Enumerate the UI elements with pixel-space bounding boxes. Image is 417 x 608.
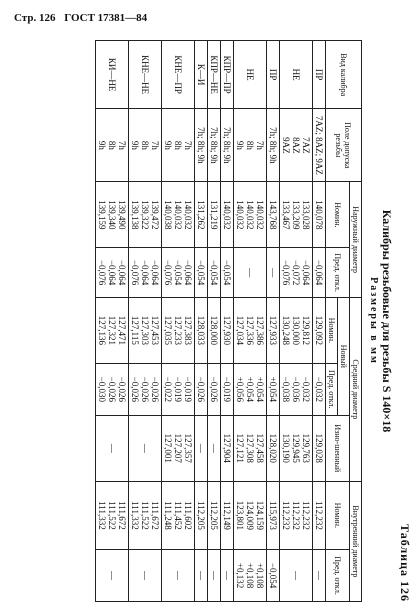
- inner-deviation-value: —: [173, 571, 183, 581]
- tolerance-field-cell: [129, 109, 162, 182]
- gauge-kind-cell: НЕ: [280, 41, 313, 109]
- tolerance-field-value: 9h: [235, 140, 245, 150]
- inner-nominal-value: 124,009: [245, 500, 255, 531]
- tolerance-field-value: 8AZ: [291, 137, 301, 154]
- middle-worn-cell: [96, 415, 129, 481]
- outer-nominal-value: 140,032: [255, 200, 265, 230]
- outer-nominal-value: 140,038: [163, 200, 173, 230]
- middle-deviation-value: −0,032: [314, 376, 324, 402]
- inner-nominal-value: 111,248: [163, 501, 173, 530]
- middle-nominal-value: 129,812: [301, 315, 311, 345]
- inner-nominal-cell: [162, 481, 195, 549]
- tolerance-field-value: 9h: [163, 140, 173, 150]
- outer-deviation-value: −0,054: [173, 259, 183, 286]
- middle-nominal-value: 127,933: [268, 315, 278, 345]
- middle-nominal-value: 129,092: [314, 315, 324, 345]
- outer-nominal-value: 139,138: [130, 200, 140, 230]
- inner-nominal-value: 115,973: [268, 500, 278, 530]
- inner-deviation-cell: [162, 550, 195, 602]
- outer-nominal-cell: [221, 182, 234, 248]
- middle-nominal-value: 128,000: [209, 315, 219, 345]
- tolerance-field-value: 7h; 8h; 9h: [196, 127, 206, 164]
- middle-worn-cell: [280, 415, 313, 481]
- inner-deviation-cell: [313, 550, 326, 602]
- gauge-kind-cell: КНЕ—НЕ: [129, 41, 162, 109]
- middle-nominal-value: 127,034: [235, 315, 245, 345]
- middle-worn-value: 129,945: [291, 433, 301, 463]
- inner-nominal-value: 111,522: [140, 501, 150, 530]
- middle-nominal-cell: [313, 297, 326, 363]
- table-row: [221, 41, 234, 602]
- middle-deviation-value: −0,026: [140, 376, 150, 402]
- tolerance-field-value: 8h: [173, 140, 183, 150]
- table-row: [267, 41, 280, 602]
- tolerance-field-cell: [195, 109, 208, 182]
- outer-deviation-cell: [221, 248, 234, 298]
- inner-deviation-value: —: [196, 571, 206, 581]
- inner-deviation-value: —: [314, 571, 324, 581]
- middle-nominal-value: 127,453: [150, 315, 160, 345]
- middle-deviation-value: −0,022: [163, 376, 173, 402]
- outer-deviation-value: −0,054: [196, 259, 206, 286]
- middle-nominal-cell: [208, 297, 221, 363]
- outer-deviation-value: −0,076: [97, 259, 107, 286]
- middle-nominal-value: 127,035: [163, 315, 173, 345]
- outer-deviation-value: —: [268, 268, 278, 278]
- outer-nominal-value: 139,159: [97, 200, 107, 230]
- inner-nominal-value: 111,672: [117, 501, 127, 530]
- inner-nominal-cell: [267, 481, 280, 549]
- middle-worn-cell: [162, 415, 195, 481]
- outer-deviation-value: −0,054: [209, 259, 219, 286]
- middle-worn-value: 127,904: [222, 433, 232, 463]
- middle-worn-cell: [129, 415, 162, 481]
- outer-deviation-cell: [280, 248, 313, 298]
- middle-deviation-cell: [267, 363, 280, 415]
- tolerance-field-value: 7h: [117, 140, 127, 150]
- inner-nominal-value: 111,452: [173, 501, 183, 530]
- table-row: [129, 41, 162, 602]
- table-row: [208, 41, 221, 602]
- outer-nominal-value: 140,032: [235, 200, 245, 230]
- outer-nominal-value: 140,078: [314, 200, 324, 230]
- outer-nominal-value: 140,032: [173, 200, 183, 230]
- inner-nominal-cell: [313, 481, 326, 549]
- middle-deviation-value: −0,019: [173, 376, 183, 402]
- tolerance-field-cell: [313, 109, 326, 182]
- outer-nominal-value: 131,262: [196, 200, 206, 230]
- gauge-kind-cell: КНЕ—ПР: [162, 41, 195, 109]
- table-row: [162, 41, 195, 602]
- outer-deviation-value: −0,064: [117, 259, 127, 286]
- outer-deviation-value: −0,064: [314, 259, 324, 286]
- middle-worn-value: 127,357: [183, 433, 193, 463]
- gauge-kind-cell: К—И: [195, 41, 208, 109]
- middle-deviation-value: −0,038: [281, 376, 291, 402]
- outer-deviation-value: −0,076: [163, 259, 173, 286]
- outer-deviation-value: −0,064: [301, 259, 311, 286]
- gauge-kind-cell: КПР—НЕ: [208, 41, 221, 109]
- inner-deviation-value: —: [209, 571, 219, 581]
- outer-deviation-value: −0,064: [150, 259, 160, 286]
- inner-deviation-cell: [96, 550, 129, 602]
- gauge-kind-cell: ПР: [313, 41, 326, 109]
- inner-nominal-value: 112,205: [209, 500, 219, 530]
- outer-nominal-cell: [162, 182, 195, 248]
- inner-deviation-cell: [195, 550, 208, 602]
- outer-deviation-cell: [313, 248, 326, 298]
- middle-nominal-value: 130,248: [281, 315, 291, 345]
- middle-deviation-value: −0,032: [301, 376, 311, 402]
- middle-nominal-cell: [234, 297, 267, 363]
- gauge-kind-cell: КИ—НЕ: [96, 41, 129, 109]
- middle-deviation-cell: [129, 363, 162, 415]
- middle-worn-cell: [234, 415, 267, 481]
- middle-nominal-value: 127,386: [255, 315, 265, 345]
- middle-deviation-cell: [195, 363, 208, 415]
- middle-worn-value: 127,121: [235, 433, 245, 463]
- middle-deviation-value: −0,026: [130, 376, 140, 402]
- table-row: [313, 41, 326, 602]
- middle-nominal-cell: [221, 297, 234, 363]
- middle-nominal-value: 130,000: [291, 315, 301, 345]
- middle-nominal-value: 127,321: [107, 315, 117, 345]
- outer-nominal-cell: [96, 182, 129, 248]
- tolerance-field-value: 7h: [255, 140, 265, 150]
- middle-worn-value: 128,020: [268, 433, 278, 463]
- table-row: [234, 41, 267, 602]
- inner-deviation-cell: [234, 550, 267, 602]
- table-body: [96, 41, 326, 602]
- middle-deviation-value: −0,026: [117, 376, 127, 402]
- outer-deviation-cell: [208, 248, 221, 298]
- inner-nominal-cell: [221, 481, 234, 549]
- tolerance-field-value: 7h; 8h; 9h: [209, 127, 219, 164]
- inner-nominal-value: 112,232: [281, 500, 291, 530]
- tolerance-field-value: 8h: [140, 140, 150, 150]
- middle-deviation-cell: [280, 363, 313, 415]
- middle-nominal-value: 127,303: [140, 315, 150, 345]
- middle-deviation-value: −0,026: [107, 376, 117, 402]
- inner-deviation-cell: [280, 550, 313, 602]
- col-middle-deviation: Пред. откл.: [326, 363, 338, 415]
- inner-nominal-value: 111,602: [183, 501, 193, 530]
- inner-deviation-value: —: [222, 571, 232, 581]
- tolerance-field-value: 7AZ: [301, 137, 311, 154]
- middle-nominal-value: 127,233: [173, 315, 183, 345]
- col-middle-new: Новый: [338, 297, 350, 415]
- gauge-kind-cell: НЕ: [234, 41, 267, 109]
- col-middle-nominal: Номин.: [326, 297, 338, 363]
- middle-deviation-value: +0,054: [245, 376, 255, 402]
- inner-nominal-value: 111,522: [107, 501, 117, 530]
- middle-deviation-value: +0,054: [268, 376, 278, 402]
- middle-worn-value: —: [107, 443, 117, 453]
- outer-nominal-value: 133,467: [281, 200, 291, 230]
- middle-nominal-cell: [195, 297, 208, 363]
- middle-worn-cell: [313, 415, 326, 481]
- middle-worn-value: —: [209, 443, 219, 453]
- col-inner-nominal: Номин.: [326, 481, 350, 549]
- outer-nominal-value: 139,490: [117, 200, 127, 230]
- inner-deviation-value: +0,108: [245, 562, 255, 589]
- tolerance-field-value: 7h; 8h; 9h: [268, 127, 278, 164]
- middle-worn-value: 127,458: [255, 433, 265, 463]
- outer-nominal-cell: [280, 182, 313, 248]
- middle-nominal-cell: [280, 297, 313, 363]
- inner-nominal-value: 112,205: [196, 500, 206, 530]
- tolerance-field-cell: [162, 109, 195, 182]
- middle-nominal-cell: [162, 297, 195, 363]
- outer-nominal-cell: [129, 182, 162, 248]
- inner-nominal-cell: [280, 481, 313, 549]
- outer-nominal-value: 139,322: [140, 200, 150, 230]
- inner-nominal-cell: [96, 481, 129, 549]
- outer-nominal-cell: [208, 182, 221, 248]
- outer-deviation-cell: [96, 248, 129, 298]
- inner-deviation-value: —: [291, 571, 301, 581]
- middle-nominal-value: 127,930: [222, 315, 232, 345]
- inner-nominal-cell: [195, 481, 208, 549]
- col-outer-nominal: Номин.: [326, 182, 350, 248]
- inner-nominal-value: 111,332: [130, 501, 140, 530]
- rotated-table-block: [14, 40, 412, 602]
- tolerance-field-value: 9AZ: [281, 137, 291, 154]
- middle-worn-value: 130,190: [281, 433, 291, 463]
- tolerance-field-value: 9h: [130, 140, 140, 150]
- col-middle-worn: Изно-шенный: [326, 415, 350, 481]
- tolerance-field-cell: [280, 109, 313, 182]
- inner-deviation-cell: [208, 550, 221, 602]
- outer-deviation-cell: [195, 248, 208, 298]
- outer-nominal-value: 131,219: [209, 200, 219, 230]
- page-number: Стр. 126: [14, 12, 56, 24]
- outer-deviation-value: —: [245, 268, 255, 278]
- middle-nominal-cell: [129, 297, 162, 363]
- col-kind: Вид калибра: [326, 41, 362, 109]
- table-title: Калибры резьбовые для резьбы S 140×18: [380, 209, 394, 433]
- middle-deviation-cell: [234, 363, 267, 415]
- middle-deviation-value: +0,054: [255, 376, 265, 402]
- middle-deviation-value: −0,026: [209, 376, 219, 402]
- inner-nominal-value: 112,149: [222, 500, 232, 530]
- outer-nominal-value: 143,768: [268, 200, 278, 230]
- middle-worn-cell: [221, 415, 234, 481]
- middle-worn-value: —: [140, 443, 150, 453]
- middle-deviation-value: −0,026: [196, 376, 206, 402]
- gauge-table: [95, 40, 362, 602]
- table-row: [280, 41, 313, 602]
- middle-nominal-value: 127,136: [97, 315, 107, 345]
- tolerance-field-value: 7h: [183, 140, 193, 150]
- inner-nominal-value: 112,232: [291, 500, 301, 530]
- outer-nominal-cell: [267, 182, 280, 248]
- tolerance-field-cell: [234, 109, 267, 182]
- outer-nominal-value: 140,032: [222, 200, 232, 230]
- middle-deviation-value: −0,019: [183, 376, 193, 402]
- outer-deviation-value: −0,064: [107, 259, 117, 286]
- outer-nominal-value: 139,472: [150, 200, 160, 230]
- inner-nominal-value: 111,672: [150, 501, 160, 530]
- middle-nominal-value: 128,033: [196, 315, 206, 345]
- middle-worn-value: —: [196, 443, 206, 453]
- tolerance-field-cell: [221, 109, 234, 182]
- outer-deviation-value: −0,076: [130, 259, 140, 286]
- page-header: [14, 12, 153, 24]
- inner-deviation-value: −0,054: [268, 562, 278, 589]
- col-inner: Внутренний диаметр: [350, 481, 362, 601]
- col-outer: Наружный диаметр: [350, 182, 362, 297]
- middle-worn-value: 127,207: [173, 433, 183, 463]
- middle-worn-value: 127,001: [163, 433, 173, 463]
- tolerance-field-value: 7h: [150, 140, 160, 150]
- gauge-kind-cell: КПР—ПР: [221, 41, 234, 109]
- inner-deviation-cell: [129, 550, 162, 602]
- outer-nominal-value: 140,032: [245, 200, 255, 230]
- table-row: [96, 41, 129, 602]
- outer-nominal-value: 139,340: [107, 200, 117, 230]
- table-units: Размеры в мм: [368, 277, 379, 365]
- tolerance-field-cell: [96, 109, 129, 182]
- standard-code: ГОСТ 17381—84: [64, 12, 148, 24]
- outer-deviation-value: −0,076: [281, 259, 291, 286]
- middle-deviation-cell: [313, 363, 326, 415]
- tolerance-field-value: 7h; 8h; 9h: [222, 127, 232, 164]
- middle-deviation-cell: [162, 363, 195, 415]
- middle-worn-cell: [208, 415, 221, 481]
- middle-nominal-cell: [96, 297, 129, 363]
- outer-nominal-cell: [195, 182, 208, 248]
- inner-deviation-value: +0,108: [255, 562, 265, 589]
- col-outer-deviation: Пред. откл.: [326, 248, 350, 298]
- gauge-kind-cell: ПР: [267, 41, 280, 109]
- outer-deviation-cell: [129, 248, 162, 298]
- middle-deviation-cell: [221, 363, 234, 415]
- outer-nominal-cell: [313, 182, 326, 248]
- outer-deviation-cell: [162, 248, 195, 298]
- middle-deviation-value: −0,030: [97, 376, 107, 402]
- middle-nominal-value: 127,336: [245, 315, 255, 345]
- tolerance-field-cell: [208, 109, 221, 182]
- middle-nominal-value: 127,471: [117, 315, 127, 345]
- inner-deviation-cell: [267, 550, 280, 602]
- inner-nominal-cell: [129, 481, 162, 549]
- col-tolerance: Поле допуска резьбы: [326, 109, 362, 182]
- middle-deviation-cell: [208, 363, 221, 415]
- table-head: [326, 41, 362, 602]
- middle-nominal-value: 127,383: [183, 315, 193, 345]
- tolerance-field-cell: [267, 109, 280, 182]
- outer-nominal-value: 133,028: [301, 200, 311, 230]
- inner-deviation-value: +0,132: [235, 562, 245, 589]
- inner-nominal-value: 112,232: [314, 500, 324, 530]
- tolerance-field-value: 7AZ; 8AZ; 9AZ: [314, 115, 324, 175]
- table-number: Таблица 126: [398, 524, 412, 602]
- middle-deviation-value: −0,036: [291, 376, 301, 402]
- outer-deviation-value: −0,054: [222, 259, 232, 286]
- inner-nominal-value: 123,801: [235, 500, 245, 531]
- tolerance-field-value: 8h: [245, 140, 255, 150]
- outer-deviation-value: −0,072: [291, 259, 301, 286]
- outer-nominal-value: 140,032: [183, 200, 193, 230]
- middle-nominal-cell: [267, 297, 280, 363]
- inner-nominal-cell: [234, 481, 267, 549]
- middle-worn-value: 129,028: [314, 433, 324, 463]
- outer-deviation-cell: [234, 248, 267, 298]
- inner-nominal-value: 124,159: [255, 500, 265, 531]
- middle-deviation-cell: [96, 363, 129, 415]
- tolerance-field-value: 9h: [97, 140, 107, 150]
- outer-nominal-value: 133,209: [291, 200, 301, 230]
- inner-deviation-value: —: [107, 571, 117, 581]
- middle-worn-cell: [195, 415, 208, 481]
- inner-deviation-value: —: [140, 571, 150, 581]
- col-inner-deviation: Пред. откл.: [326, 550, 350, 602]
- inner-nominal-cell: [208, 481, 221, 549]
- inner-deviation-cell: [221, 550, 234, 602]
- inner-nominal-value: 112,232: [301, 500, 311, 530]
- middle-deviation-value: −0,026: [150, 376, 160, 402]
- middle-worn-value: 127,308: [245, 433, 255, 463]
- outer-nominal-cell: [234, 182, 267, 248]
- middle-deviation-value: +0,056: [235, 376, 245, 402]
- middle-worn-value: 129,763: [301, 433, 311, 463]
- table-row: [195, 41, 208, 602]
- inner-nominal-value: 111,332: [97, 501, 107, 530]
- middle-nominal-value: 127,115: [130, 315, 140, 345]
- tolerance-field-value: 8h: [107, 140, 117, 150]
- middle-deviation-value: −0,019: [222, 376, 232, 402]
- middle-worn-cell: [267, 415, 280, 481]
- col-middle: Средний диаметр: [350, 297, 362, 481]
- outer-deviation-cell: [267, 248, 280, 298]
- outer-deviation-value: −0,064: [183, 259, 193, 286]
- outer-deviation-value: −0,064: [140, 259, 150, 286]
